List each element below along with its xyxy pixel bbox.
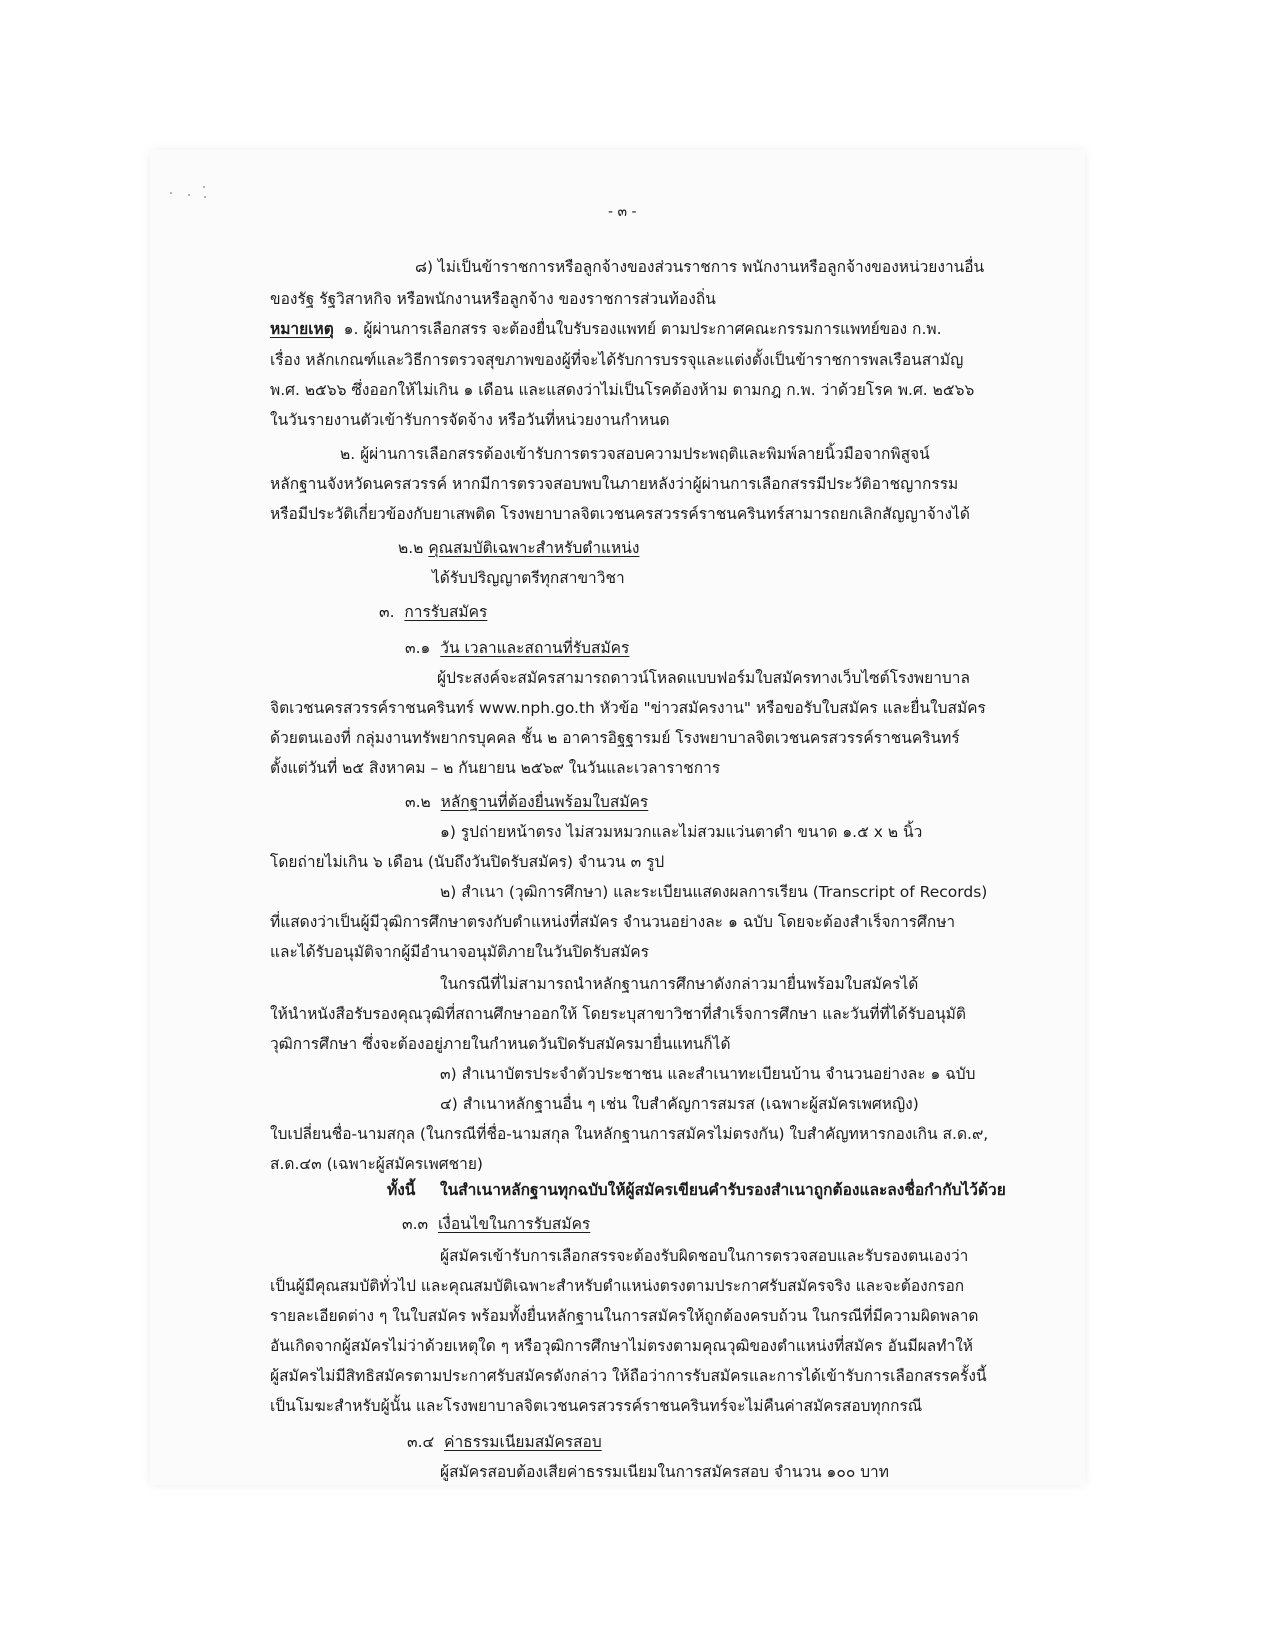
heading-number: ๓.๓ [402,1215,429,1233]
text-line: ให้นำหนังสือรับรองคุณวุฒิที่สถานศึกษาออกให้ โดยระบุสาขาวิชาที่สำเร็จการศึกษา และวันที่ที่ได้รับอนุมัติ [270,1005,966,1023]
text-line: ได้รับปริญญาตรีทุกสาขาวิชา [432,569,625,587]
text-line: ตั้งแต่วันที่ ๒๕ สิงหาคม – ๒ กันยายน ๒๕๖๙ ในวันและเวลาราชการ [270,759,721,777]
text-line: ผู้สมัครไม่มีสิทธิสมัครตามประกาศรับสมัครดังกล่าว ให้ถือว่าการรับสมัครและการได้เข้ารับการเลือกสรรครั้งนี้ [270,1367,987,1385]
text-line: ผู้สมัครเข้ารับการเลือกสรรจะต้องรับผิดชอบในการตรวจสอบและรับรองตนเองว่า [440,1247,969,1265]
heading-title: การรับสมัคร [404,603,488,621]
text-line: ผู้ประสงค์จะสมัครสามารถดาวน์โหลดแบบฟอร์มใบสมัครทางเว็บไซต์โรงพยาบาล [437,669,970,687]
note-text: ในสำเนาหลักฐานทุกฉบับให้ผู้สมัครเขียนคำรับรองสำเนาถูกต้องและลงชื่อกำกับไว้ด้วย [440,1181,1006,1199]
note-label: ทั้งนี้ [387,1181,416,1199]
text-line: ๒. ผู้ผ่านการเลือกสรรต้องเข้ารับการตรวจสอบความประพฤติและพิมพ์ลายนิ้วมือจากพิสูจน์ [340,445,930,463]
text-line: เป็นผู้มีคุณสมบัติทั่วไป และคุณสมบัติเฉพาะสำหรับตำแหน่งตรงตามประกาศรับสมัครจริง และจะต้องกรอก [270,1277,965,1295]
text-line: ๘) ไม่เป็นข้าราชการหรือลูกจ้างของส่วนราชการ พนักงานหรือลูกจ้างของหน่วยงานอื่น [415,258,985,276]
remark-text: ๑. ผู้ผ่านการเลือกสรร จะต้องยื่นใบรับรองแพทย์ ตามประกาศคณะกรรมการแพทย์ของ ก.พ. [343,320,942,338]
text-line: ในกรณีที่ไม่สามารถนำหลักฐานการศึกษาดังกล่าวมายื่นพร้อมใบสมัครได้ [440,975,919,993]
heading-number: ๓.๑ [405,639,431,657]
text-line: ที่แสดงว่าเป็นผู้มีวุฒิการศึกษาตรงกับตำแหน่งที่สมัคร จำนวนอย่างละ ๑ ฉบับ โดยจะต้องสำเร็จการศึกษา [270,913,956,931]
text-line: ของรัฐ รัฐวิสาหกิจ หรือพนักงานหรือลูกจ้าง ของราชการส่วนท้องถิ่น [270,290,716,308]
text-line: ๔) สำเนาหลักฐานอื่น ๆ เช่น ใบสำคัญการสมรส (เฉพาะผู้สมัครเพศหญิง) [440,1095,919,1113]
text-line: อันเกิดจากผู้สมัครไม่ว่าด้วยเหตุใด ๆ หรือวุฒิการศึกษาไม่ตรงตามคุณวุฒิของตำแหน่งที่สมัคร อันมีผลทำให้ [270,1337,974,1355]
text-line: วุฒิการศึกษา ซึ่งจะต้องอยู่ภายในกำหนดวันปิดรับสมัครมายื่นแทนก็ได้ [270,1035,731,1053]
heading-title: ค่าธรรมเนียมสมัครสอบ [444,1433,602,1451]
text-line: โดยถ่ายไม่เกิน ๖ เดือน (นับถึงวันปิดรับสมัคร) จำนวน ๓ รูป [270,853,665,871]
heading-number: ๓. [379,603,395,621]
text-line: ด้วยตนเองที่ กลุ่มงานทรัพยากรบุคคล ชั้น ๒ อาคารอิฐฐารมย์ โรงพยาบาลจิตเวชนครสวรรค์ราชนครินทร์ [270,729,960,747]
remark-label: หมายเหตุ [270,320,334,338]
text-line: รายละเอียดต่าง ๆ ในใบสมัคร พร้อมทั้งยื่นหลักฐานในการสมัครให้ถูกต้องครบถ้วน ในกรณีที่มีความผิดพลาด [270,1307,979,1325]
text-line: ๓) สำเนาบัตรประจำตัวประชาชน และสำเนาทะเบียนบ้าน จำนวนอย่างละ ๑ ฉบับ [440,1065,976,1083]
text-line: ๑) รูปถ่ายหน้าตรง ไม่สวมหมวกและไม่สวมแว่นตาดำ ขนาด ๑.๕ x ๒ นิ้ว [440,823,923,841]
text-line: ส.ด.๔๓ (เฉพาะผู้สมัครเพศชาย) [270,1155,483,1173]
section-heading-3 [379,600,487,624]
text-line: ผู้สมัครสอบต้องเสียค่าธรรมเนียมในการสมัครสอบ จำนวน ๑๐๐ บาท [440,1463,889,1481]
page-number: - ๓ - [608,204,637,220]
section-heading-2-2 [398,536,639,560]
heading-number: ๒.๒ [398,539,424,557]
text-line: ในวันรายงานตัวเข้ารับการจัดจ้าง หรือวันที่หน่วยงานกำหนด [270,411,670,429]
text-line: และได้รับอนุมัติจากผู้มีอำนาจอนุมัติภายในวันปิดรับสมัคร [270,943,649,961]
heading-title: เงื่อนไขในการรับสมัคร [437,1215,591,1233]
section-heading-3-2 [405,790,648,814]
heading-title: คุณสมบัติเฉพาะสำหรับตำแหน่ง [428,539,640,557]
text-line: ใบเปลี่ยนชื่อ-นามสกุล (ในกรณีที่ชื่อ-นามสกุล ในหลักฐานการสมัครไม่ตรงกัน) ใบสำคัญทหารกองเกิน ส.ด.๙, [270,1125,989,1143]
heading-number: ๓.๔ [407,1433,435,1451]
section-heading-3-1 [405,636,629,660]
text-line: พ.ศ. ๒๕๖๖ ซึ่งออกให้ไม่เกิน ๑ เดือน และแสดงว่าไม่เป็นโรคต้องห้าม ตามกฎ ก.พ. ว่าด้วยโรค พ.ศ. ๒๕๖๖ [270,381,975,399]
heading-number: ๓.๒ [405,793,431,811]
remark-line [270,317,942,341]
scan-specks [170,186,210,200]
note-line [387,1178,1006,1202]
text-line: เป็นโมฆะสำหรับผู้นั้น และโรงพยาบาลจิตเวชนครสวรรค์ราชนครินทร์จะไม่คืนค่าสมัครสอบทุกกรณี [270,1397,923,1415]
text-line: จิตเวชนครสวรรค์ราชนครินทร์ www.nph.go.th หัวข้อ "ข่าวสมัครงาน" หรือขอรับใบสมัคร และยื่นใบสมัคร [270,699,986,717]
section-heading-3-4 [407,1430,602,1454]
heading-title: หลักฐานที่ต้องยื่นพร้อมใบสมัคร [440,793,649,811]
text-line: หรือมีประวัติเกี่ยวข้องกับยาเสพติด โรงพยาบาลจิตเวชนครสวรรค์ราชนครินทร์สามารถยกเลิกสัญญาจ้างได้ [270,505,970,523]
text-line: ๒) สำเนา (วุฒิการศึกษา) และระเบียนแสดงผลการเรียน (Transcript of Records) [440,883,988,901]
text-line: หลักฐานจังหวัดนครสวรรค์ หากมีการตรวจสอบพบในภายหลังว่าผู้ผ่านการเลือกสรรมีประวัติอาชญากรรม [270,475,959,493]
section-heading-3-3 [402,1212,590,1236]
text-line: เรื่อง หลักเกณฑ์และวิธีการตรวจสุขภาพของผู้ที่จะได้รับการบรรจุและแต่งตั้งเป็นข้าราชการพลเรือนสามัญ [270,351,964,369]
heading-title: วัน เวลาและสถานที่รับสมัคร [440,639,630,657]
